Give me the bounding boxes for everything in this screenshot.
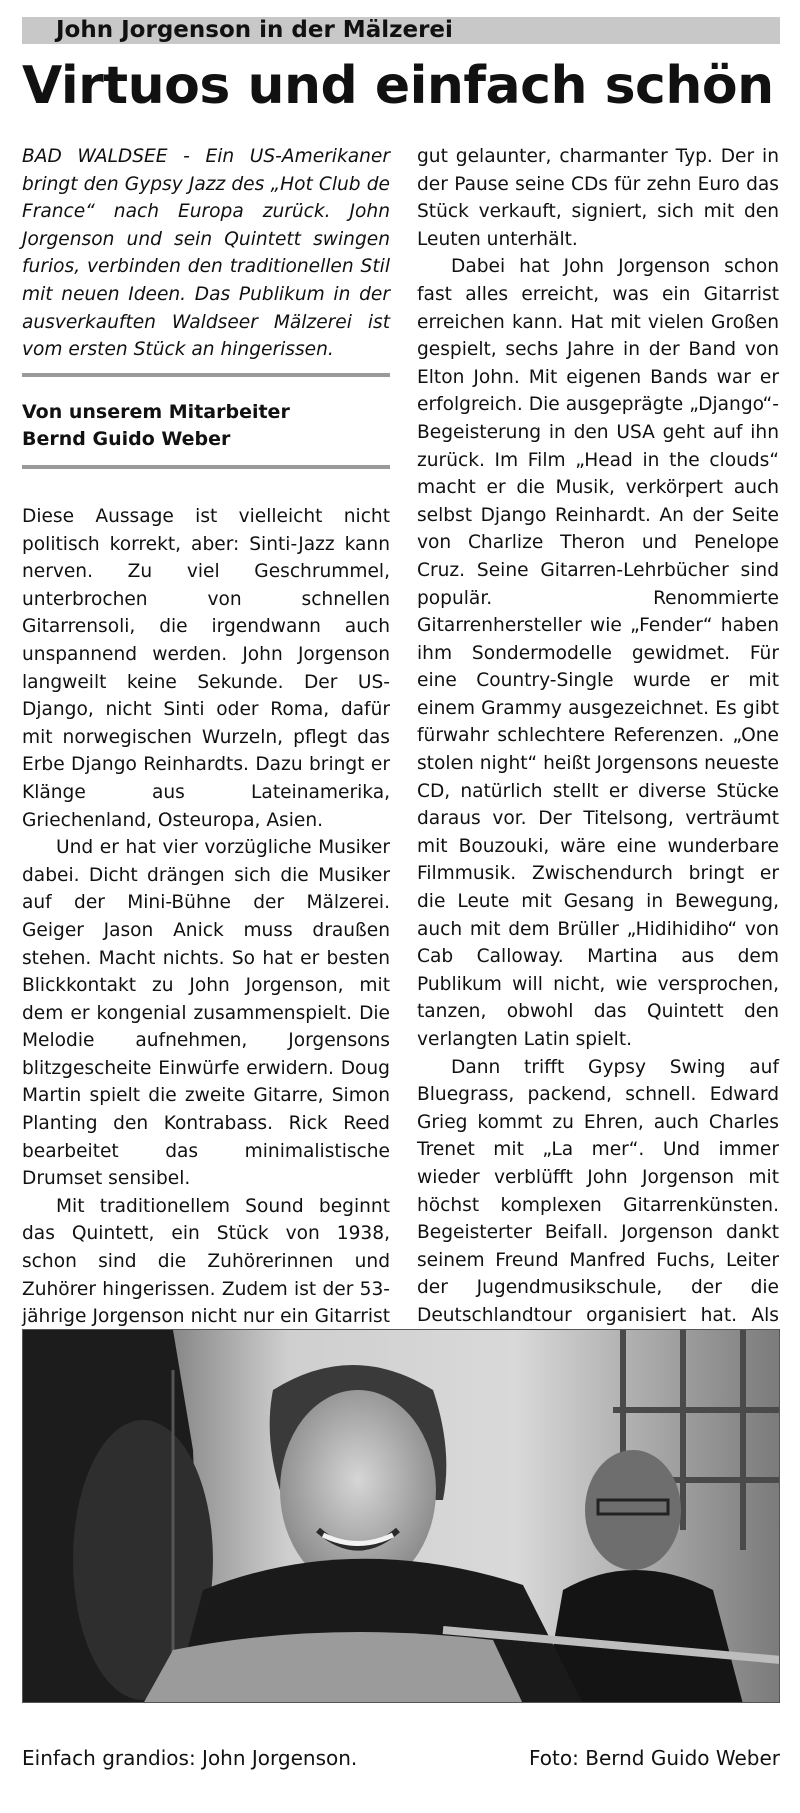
author-intro: Von unserem Mitarbeiter xyxy=(22,401,290,423)
body-paragraph: gut gelaunter, charmanter Typ. Der in der Pause seine CDs für zehn Euro das Stück verkauft, signiert, sich mit den Leuten unterhält. xyxy=(417,146,779,250)
kicker-text: John Jorgenson in der Mälzerei xyxy=(56,17,453,43)
lede-paragraph: BAD WALDSEE - Ein US-Amerikaner bringt den Gypsy Jazz des „Hot Club de France“ nach Europa zurück. John Jorgenson und sein Quintett swingen furios, verbinden den traditionellen Stil mit neuen Ideen. Das Publikum in der ausverkauften Waldseer Mälzerei ist vom ersten Stück an hingerissen. xyxy=(22,146,390,361)
body-paragraph: Und er hat vier vorzügliche Musiker dabei. Dicht drängen sich die Musiker auf der Mini-Bühne der Mälzerei. Geiger Jason Anick muss draußen stehen. Macht nichts. So hat er besten Blickkontakt zu John Jorgenson, mit dem er kongenial zusammenspielt. Die Melodie aufnehmen, Jorgensons blitzgescheite Einwürfe erwidern. Doug Martin spielt die zweite Gitarre, Simon Planting den Kontrabass. Rick Reed bearbeitet das minimalistische Drumset sensibel. xyxy=(22,837,390,1190)
photo-caption: Einfach grandios: John Jorgenson. xyxy=(22,1746,358,1770)
author-block xyxy=(22,399,390,453)
divider-rule-bottom xyxy=(22,465,390,469)
kicker-bar xyxy=(22,17,780,44)
photo-credit: Foto: Bernd Guido Weber xyxy=(529,1746,780,1770)
body-paragraph: Diese Aussage ist vielleicht nicht politisch korrekt, aber: Sinti-Jazz kann nerven. Zu viel Geschrummel, unterbrochen von schnellen Gitarrensoli, die irgendwann auch unspannend werden. John Jorgenson langweilt keine Sekunde. Der US-Django, nicht Sinti oder Roma, dafür mit norwegischen Wurzeln, pflegt das Erbe Django Reinhardts. Dazu bringt er Klänge aus Lateinamerika, Griechenland, Osteuropa, Asien. xyxy=(22,506,390,831)
body-column-left xyxy=(22,503,390,1358)
body-paragraph: Mit traditionellem Sound beginnt das Quintett, ein Stück von 1938, schon sind die Zuhörerinnen und Zuhörer hingerissen. Zudem ist der 53-jährige Jorgenson nicht nur ein Gitarrist xyxy=(22,1195,390,1328)
headline: Virtuos und einfach schön xyxy=(22,56,774,116)
body-paragraph: Dabei hat John Jorgenson schon fast alles erreicht, was ein Gitarrist erreichen kann. Hat mit vielen Großen gespielt, sechs Jahre in der Band von Elton John. Mit eigenen Bands war er erfolgreich. Die ausgeprägte „Django“-Begeisterung in den USA geht auf ihn zurück. Im Film „Head in the clouds“ macht er die Musik, verkörpert auch selbst Django Reinhardt. An der Seite von Charlize Theron und Penelope Cruz. Seine Gitarren-Lehrbücher sind populär. Renommierte Gitarrenhersteller wie „Fender“ haben ihm Sondermodelle gewidmet. Für eine Country-Single wurde er mit einem Grammy ausgezeichnet. Es gibt fürwahr schlechtere Referenzen. „One stolen night“ heißt Jorgensons neueste CD, natürlich stellt er diverse Stücke daraus vor. Der Titelsong, verträumt mit Bouzouki, wäre eine wunderbare Filmmusik. Zwischendurch bringt er die Leute mit Gesang in Bewegung, auch mit dem Brüller „Hidihidiho“ von Cab Calloway. Martina aus dem Publikum will nicht, wie versprochen, tanzen, obwohl das Quintett den verlangten Latin spielt. xyxy=(417,256,779,1050)
author-name: Bernd Guido Weber xyxy=(22,428,231,450)
divider-rule-top xyxy=(22,373,390,377)
body-paragraph: Dann trifft Gypsy Swing auf Bluegrass, packend, schnell. Edward Grieg kommt zu Ehren, auch Charles Trenet mit „La mer“. Und immer wieder verblüfft John Jorgenson mit höchst komplexen Gitarrenkünsten. Begeisterter Beifall. Jorgenson dankt seinem Freund Manfred Fuchs, Leiter der Jugendmusikschule, der die Deutschlandtour organisiert hat. Als xyxy=(417,1056,779,1326)
concert-photo xyxy=(22,1329,780,1703)
body-column-right xyxy=(417,143,779,1412)
